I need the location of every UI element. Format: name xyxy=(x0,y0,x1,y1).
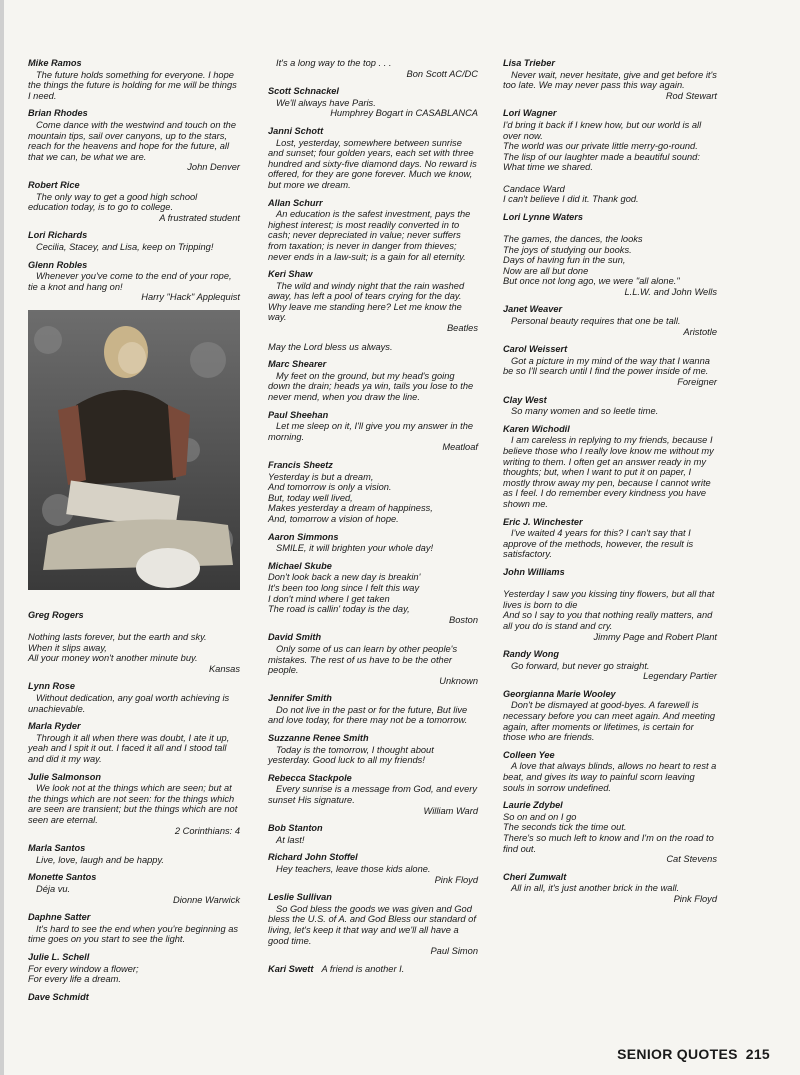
quote-line: So on and on I go xyxy=(503,811,577,822)
quote-entry-marc-shearer xyxy=(268,359,478,402)
quote-entry-leslie-sullivan xyxy=(268,892,478,957)
quote-text xyxy=(268,421,478,442)
quote-text xyxy=(28,693,240,714)
quote-entry-cheri-zumwalt xyxy=(503,872,717,905)
quote-attribution: Meatloaf xyxy=(442,442,478,453)
quote-text: A friend is another I. xyxy=(321,963,405,974)
quote-line xyxy=(503,173,717,184)
page-binding-edge xyxy=(0,0,4,1075)
student-name: Georgianna Marie Wooley xyxy=(503,688,616,699)
quote-entry-michael-skube xyxy=(268,561,478,626)
quote-line: All your money won't another minute buy. xyxy=(28,653,198,664)
quote-line: Through it all when there was doubt, I ate it up, yeah and I spit it out. I faced it all and I stood tall and did it my way. xyxy=(28,732,230,764)
quote-entry-marla-ryder xyxy=(28,721,240,764)
quote-text xyxy=(28,855,240,866)
quote-text xyxy=(503,528,717,560)
student-name: Dave Schmidt xyxy=(28,991,89,1002)
student-name: Mike Ramos xyxy=(28,58,82,68)
quote-entry-laurie-zdybel xyxy=(503,800,717,865)
student-name: Michael Skube xyxy=(268,560,332,571)
quote-line: The seconds tick the time out. xyxy=(503,822,627,833)
student-name: Richard John Stoffel xyxy=(268,852,358,863)
quote-attribution: Unknown xyxy=(439,675,478,686)
quote-text xyxy=(503,435,717,509)
quote-line: And tomorrow is only a vision. xyxy=(268,482,392,493)
quote-attribution: William Ward xyxy=(423,805,478,816)
quote-entry-julie-l-schell xyxy=(28,952,240,985)
quote-entry-georgianna-marie-wooley xyxy=(503,689,717,743)
quote-entry-francis-sheetz xyxy=(268,460,478,525)
quote-postscript: May the Lord bless us always. xyxy=(268,341,393,352)
student-name: Eric J. Winchester xyxy=(503,516,583,527)
quote-line: Come dance with the westwind and touch on the mountain tips, sail over canyons, up to the stars, reach for the heavens and hope for the future, all that we can, be what we are. xyxy=(28,119,237,162)
quote-line: Now are all but done xyxy=(503,265,589,276)
student-name: Scott Schnackel xyxy=(268,86,339,97)
student-name: Carol Weissert xyxy=(503,344,568,355)
quote-line: So many women and so leetle time. xyxy=(511,406,659,417)
quote-line: Don't be dismayed at good-byes. A farewell is necessary before you can meet again. And meeting again, after moments or lifetimes, is certain for those who are friends. xyxy=(503,700,716,743)
quote-line xyxy=(503,579,717,590)
quote-line: At last! xyxy=(276,834,305,845)
quote-text xyxy=(268,784,478,805)
quote-text xyxy=(268,835,478,846)
quote-line: And so I say to you that nothing really matters, and all you do is stand and cry. xyxy=(503,610,713,631)
quotes-column-1 xyxy=(28,58,240,1009)
quote-attribution: Cat Stevens xyxy=(666,854,717,865)
quote-entry-janet-weaver xyxy=(503,304,717,337)
quote-entry-richard-john-stoffel xyxy=(268,852,478,885)
quote-entry-jennifer-smith xyxy=(268,693,478,726)
quote-entry-lori-lynne-waters xyxy=(503,212,717,298)
student-name: Francis Sheetz xyxy=(268,460,333,470)
quote-line: And, tomorrow a vision of hope. xyxy=(268,513,399,524)
quote-text xyxy=(503,406,717,417)
quote-text xyxy=(268,543,478,554)
student-name: Keri Shaw xyxy=(268,269,313,280)
quote-attribution: Kansas xyxy=(208,663,240,674)
quote-text xyxy=(268,904,478,946)
quote-line: Live, love, laugh and be happy. xyxy=(36,854,165,865)
student-name: Marla Santos xyxy=(28,843,86,854)
quote-attribution: L.L.W. and John Wells xyxy=(624,286,717,297)
quote-line: I don't mind where I get taken xyxy=(268,593,390,604)
quote-entry-keri-shaw xyxy=(268,269,478,352)
quote-line: An education is the safest investment, pays the highest interest; is most readily converted in to cash; never depreciated in value; never suffers from taxation; is never in danger from thieves; never ends in a law-suit; is a gain for all eternity. xyxy=(268,209,471,262)
quote-attribution: Pink Floyd xyxy=(673,893,717,904)
quote-attribution: Aristotle xyxy=(683,326,717,337)
student-name: Karen Wichodil xyxy=(503,423,570,434)
student-name: Aaron Simmons xyxy=(268,531,339,542)
quote-text xyxy=(268,644,478,676)
page-footer xyxy=(617,1046,770,1062)
quote-text xyxy=(268,472,478,525)
quote-line: Nothing lasts forever, but the earth and sky. xyxy=(28,632,207,643)
quote-line: The wild and windy night that the rain washed away, has left a pool of tears crying for the day. Why leave me standing here? Let me know the way. xyxy=(268,280,465,323)
quote-attribution: Harry "Hack" Applequist xyxy=(141,292,240,303)
quote-text xyxy=(28,783,240,825)
quote-line: Yesterday I saw you kissing tiny flowers, but all that lives is born to die xyxy=(503,589,715,610)
quote-text xyxy=(28,924,240,945)
quote-line: The world was our private little merry-go-round. xyxy=(503,141,698,152)
quote-text xyxy=(503,223,717,287)
quote-line: Got a picture in my mind of the way that I wanna be so I'll search until I find the power inside of me. xyxy=(503,355,710,377)
student-name: Monette Santos xyxy=(28,872,97,883)
quote-line: All in all, it's just another brick in the wall. xyxy=(511,883,680,894)
quote-text xyxy=(268,864,478,875)
quote-line: It's been too long since I felt this way xyxy=(268,582,420,593)
quote-text xyxy=(268,371,478,403)
quotes-column-3 xyxy=(503,58,717,912)
quote-line: The future holds something for everyone. I hope the things the future is holding for me will be things I need. xyxy=(28,69,237,101)
quote-entry-clay-west xyxy=(503,395,717,417)
quote-entry-marla-santos xyxy=(28,843,240,865)
student-photo-graphic xyxy=(28,310,240,590)
quote-text xyxy=(28,884,240,895)
quote-line: A love that always blinds, allows no heart to rest a beat, and gives its way to painful scorn leaving souls in sorrow undefined. xyxy=(503,761,717,793)
quote-line: The games, the dances, the looks xyxy=(503,233,643,244)
student-name: Lori Wagner xyxy=(503,108,557,119)
quote-line: We look not at the things which are seen; but at the things which are not seen: for the things which are seen are transient; but the things which are not seen are eternal. xyxy=(28,783,238,825)
quote-text xyxy=(268,98,478,109)
quote-entry-brian-rhodes xyxy=(28,108,240,173)
quote-entry-greg-rogers xyxy=(28,610,240,675)
student-name: Lori Richards xyxy=(28,230,88,241)
quote-entry-lisa-trieber xyxy=(503,58,717,101)
quote-line: I can't believe I did it. Thank god. xyxy=(503,194,639,205)
quote-line: There's so much left to know and I'm on the road to find out. xyxy=(503,833,714,854)
quote-line: I've waited 4 years for this? I can't say that I approve of the methods, however, the result is satisfactory. xyxy=(503,528,694,560)
quote-line: But once not long ago, we were "all alone." xyxy=(503,276,680,287)
quote-entry-scott-schnackel xyxy=(268,86,478,119)
quote-line: Cecilia, Stacey, and Lisa, keep on Tripping! xyxy=(36,241,214,252)
quote-line: For every window a flower; xyxy=(28,963,139,974)
student-name: Cheri Zumwalt xyxy=(503,871,567,882)
student-name: Daphne Satter xyxy=(28,912,91,923)
quote-text xyxy=(503,70,717,91)
quote-text xyxy=(503,761,717,793)
quote-attribution: 2 Corinthians: 4 xyxy=(174,825,240,836)
student-name: Glenn Robles xyxy=(28,259,88,270)
quote-attribution: Boston xyxy=(449,614,478,625)
student-name: Clay West xyxy=(503,394,547,405)
quote-line: Today is the tomorrow, I thought about yesterday. Good luck to all my friends! xyxy=(268,744,434,766)
quote-entry-mike-ramos xyxy=(28,58,240,101)
quote-line: Only some of us can learn by other people's mistakes. The rest of us have to be the other people. xyxy=(268,643,458,676)
quote-attribution: Humphrey Bogart in CASABLANCA xyxy=(330,108,478,119)
quote-line: Makes yesterday a dream of happiness, xyxy=(268,503,433,514)
quote-entry xyxy=(268,58,478,79)
quote-line: The lisp of our laughter made a beautiful sound: xyxy=(503,151,700,162)
student-name: Colleen Yee xyxy=(503,749,555,760)
quote-text xyxy=(28,733,240,765)
quote-entry-daphne-satter xyxy=(28,912,240,945)
quote-line: Do not live in the past or for the future, But live and love today, for there may not be a tomorrow. xyxy=(268,704,468,726)
quote-entry-suzzanne-renee-smith xyxy=(268,733,478,766)
student-name: Leslie Sullivan xyxy=(268,892,332,903)
quote-entry-rebecca-stackpole xyxy=(268,773,478,816)
quote-line: SMILE, it will brighten your whole day! xyxy=(276,543,434,554)
quote-line: It's a long way to the top . . . xyxy=(276,58,392,68)
student-name: Randy Wong xyxy=(503,649,559,660)
quote-attribution: A frustrated student xyxy=(159,212,240,223)
student-name: Lisa Trieber xyxy=(503,58,555,68)
quote-text xyxy=(503,356,717,377)
quote-line: Days of having fun in the sun, xyxy=(503,255,626,266)
quote-text xyxy=(268,281,478,323)
page-number: 215 xyxy=(745,1046,770,1062)
quote-line: But, today well lived, xyxy=(268,492,353,503)
quote-text xyxy=(503,883,717,894)
quote-text xyxy=(268,705,478,726)
quote-line: Candace Ward xyxy=(503,183,565,194)
quote-attribution: Pink Floyd xyxy=(434,874,478,885)
quote-text xyxy=(503,700,717,742)
quote-entry-robert-rice xyxy=(28,180,240,223)
student-name: Janni Schott xyxy=(268,125,324,136)
quote-line: My feet on the ground, but my head's going down the drain; heads ya win, tails you lose to the never mend, when you draw the line. xyxy=(268,370,474,403)
quote-text xyxy=(268,138,478,191)
student-name: Lynn Rose xyxy=(28,681,75,692)
quote-entry-paul-sheehan xyxy=(268,410,478,453)
quote-entry-eric-j-winchester xyxy=(503,517,717,560)
quote-text xyxy=(503,812,717,854)
quote-text xyxy=(28,192,240,213)
quote-text xyxy=(503,579,717,632)
quote-line: For every life a dream. xyxy=(28,974,122,985)
student-photo xyxy=(28,310,240,590)
quote-text xyxy=(28,964,240,985)
quote-entry-lori-richards xyxy=(28,230,240,252)
quote-entry-randy-wong xyxy=(503,649,717,682)
student-name: Bob Stanton xyxy=(268,823,323,834)
quote-line: Personal beauty requires that one be tall. xyxy=(511,316,681,327)
quote-entry-colleen-yee xyxy=(503,750,717,793)
quote-line: What time we shared. xyxy=(503,162,593,173)
quote-text xyxy=(268,209,478,262)
student-name: Marc Shearer xyxy=(268,359,327,370)
student-name: Lori Lynne Waters xyxy=(503,211,583,222)
quote-text xyxy=(503,316,717,327)
quote-entry-david-smith xyxy=(268,632,478,686)
quote-line: I am careless in replying to my friends, because I believe those who I really love know me without my writing to them. I often get an answer ready in my thoughts; but, when I want to put it on paper, I mostly throw away my pen, because I cannot write as I feel. I do remember every kindness you have shown me. xyxy=(503,435,714,509)
student-name: Laurie Zdybel xyxy=(503,800,563,811)
quote-line: Don't look back a new day is breakin' xyxy=(268,572,421,583)
quote-line: When it slips away, xyxy=(28,642,107,653)
student-name: Janet Weaver xyxy=(503,304,563,315)
quote-entry-kari-swett xyxy=(268,964,478,975)
quote-line: The joys of studying our books. xyxy=(503,244,632,255)
quote-entry-glenn-robles xyxy=(28,260,240,303)
student-name: Greg Rogers xyxy=(28,609,84,620)
quote-entry-julie-salmonson xyxy=(28,772,240,837)
quote-attribution: Legendary Partier xyxy=(643,671,717,682)
quote-entry-dave-schmidt xyxy=(28,992,240,1003)
quote-entry-lynn-rose xyxy=(28,681,240,714)
quote-text xyxy=(503,120,717,205)
quote-line: Go forward, but never go straight. xyxy=(511,660,650,671)
quote-text xyxy=(268,572,478,614)
student-name: Rebecca Stackpole xyxy=(268,772,352,783)
student-name: Kari Swett xyxy=(268,963,314,974)
quote-text xyxy=(28,242,240,253)
quote-entry-aaron-simmons xyxy=(268,532,478,554)
student-name: Suzzanne Renee Smith xyxy=(268,733,369,744)
quote-attribution: Foreigner xyxy=(677,377,717,388)
student-name: Paul Sheehan xyxy=(268,409,329,420)
quote-text xyxy=(503,661,717,672)
quote-entry-john-williams xyxy=(503,567,717,642)
student-name: Robert Rice xyxy=(28,179,80,190)
quotes-column-2 xyxy=(268,58,478,981)
quote-line: Every sunrise is a message from God, and every sunset His signature. xyxy=(268,784,477,806)
quote-line: Without dedication, any goal worth achieving is unachievable. xyxy=(28,693,230,714)
quote-entry-karen-wichodil xyxy=(503,424,717,510)
section-title: SENIOR QUOTES xyxy=(617,1046,738,1062)
student-name: John Williams xyxy=(503,566,565,577)
student-name: Brian Rhodes xyxy=(28,108,88,119)
quote-line: Déja vu. xyxy=(36,883,71,894)
quote-text xyxy=(28,271,240,292)
quote-line: The only way to get a good high school education today, is to go to college. xyxy=(28,191,198,213)
quote-line: Yesterday is but a dream, xyxy=(268,471,374,482)
quote-text xyxy=(268,58,478,69)
quote-attribution: Rod Stewart xyxy=(665,90,717,101)
quote-attribution: Dionne Warwick xyxy=(173,894,240,905)
quote-line: Let me sleep on it, I'll give you my answer in the morning. xyxy=(268,421,474,442)
quote-attribution: Bon Scott AC/DC xyxy=(406,68,478,79)
quote-line: So God bless the goods we was given and God bless the U.S. of A. and God Bless our standard of living, let's keep it that way and we'll all have a good time. xyxy=(268,903,476,946)
quote-entry-monette-santos xyxy=(28,872,240,905)
student-name: Jennifer Smith xyxy=(268,693,332,704)
quote-line: Whenever you've come to the end of your rope, tie a knot and hang on! xyxy=(28,271,232,292)
quote-entry-carol-weissert xyxy=(503,344,717,387)
student-name: Julie Salmonson xyxy=(28,771,102,782)
quote-text xyxy=(28,621,240,663)
student-name: Allan Schurr xyxy=(268,197,323,208)
student-name: Julie L. Schell xyxy=(28,951,90,962)
quote-line: Never wait, never hesitate, give and get before it's too late. We may never pass this way again. xyxy=(503,69,717,91)
quote-entry-allan-schurr xyxy=(268,198,478,263)
quote-text xyxy=(28,70,240,102)
quote-line: It's hard to see the end when you're beginning as time goes on you start to see the light. xyxy=(28,923,239,945)
quote-attribution: Paul Simon xyxy=(430,946,478,957)
quote-line xyxy=(503,223,717,234)
quote-line xyxy=(28,621,240,632)
quote-attribution: Jimmy Page and Robert Plant xyxy=(593,631,717,642)
quote-entry-bob-stanton xyxy=(268,823,478,845)
quote-line: Hey teachers, leave those kids alone. xyxy=(276,864,431,874)
quote-line: I'd bring it back if I knew how, but our world is all over now. xyxy=(503,119,702,141)
student-name: David Smith xyxy=(268,632,322,643)
quote-entry-lori-wagner xyxy=(503,108,717,204)
quote-line: Lost, yesterday, somewhere between sunrise and sunset; four golden years, each set with three hundred and sixty-five diamond days. No reward is offered, for they are gone forever. Much we know, but more we dream. xyxy=(268,137,477,190)
quote-attribution: Beatles xyxy=(446,323,478,334)
student-name: Marla Ryder xyxy=(28,721,81,732)
quote-attribution: John Denver xyxy=(187,162,240,173)
quote-text xyxy=(28,120,240,162)
quote-line: The road is callin' today is the day, xyxy=(268,604,410,615)
quote-line: We'll always have Paris. xyxy=(276,97,376,108)
quote-text xyxy=(268,745,478,766)
quote-entry-janni-schott xyxy=(268,126,478,191)
